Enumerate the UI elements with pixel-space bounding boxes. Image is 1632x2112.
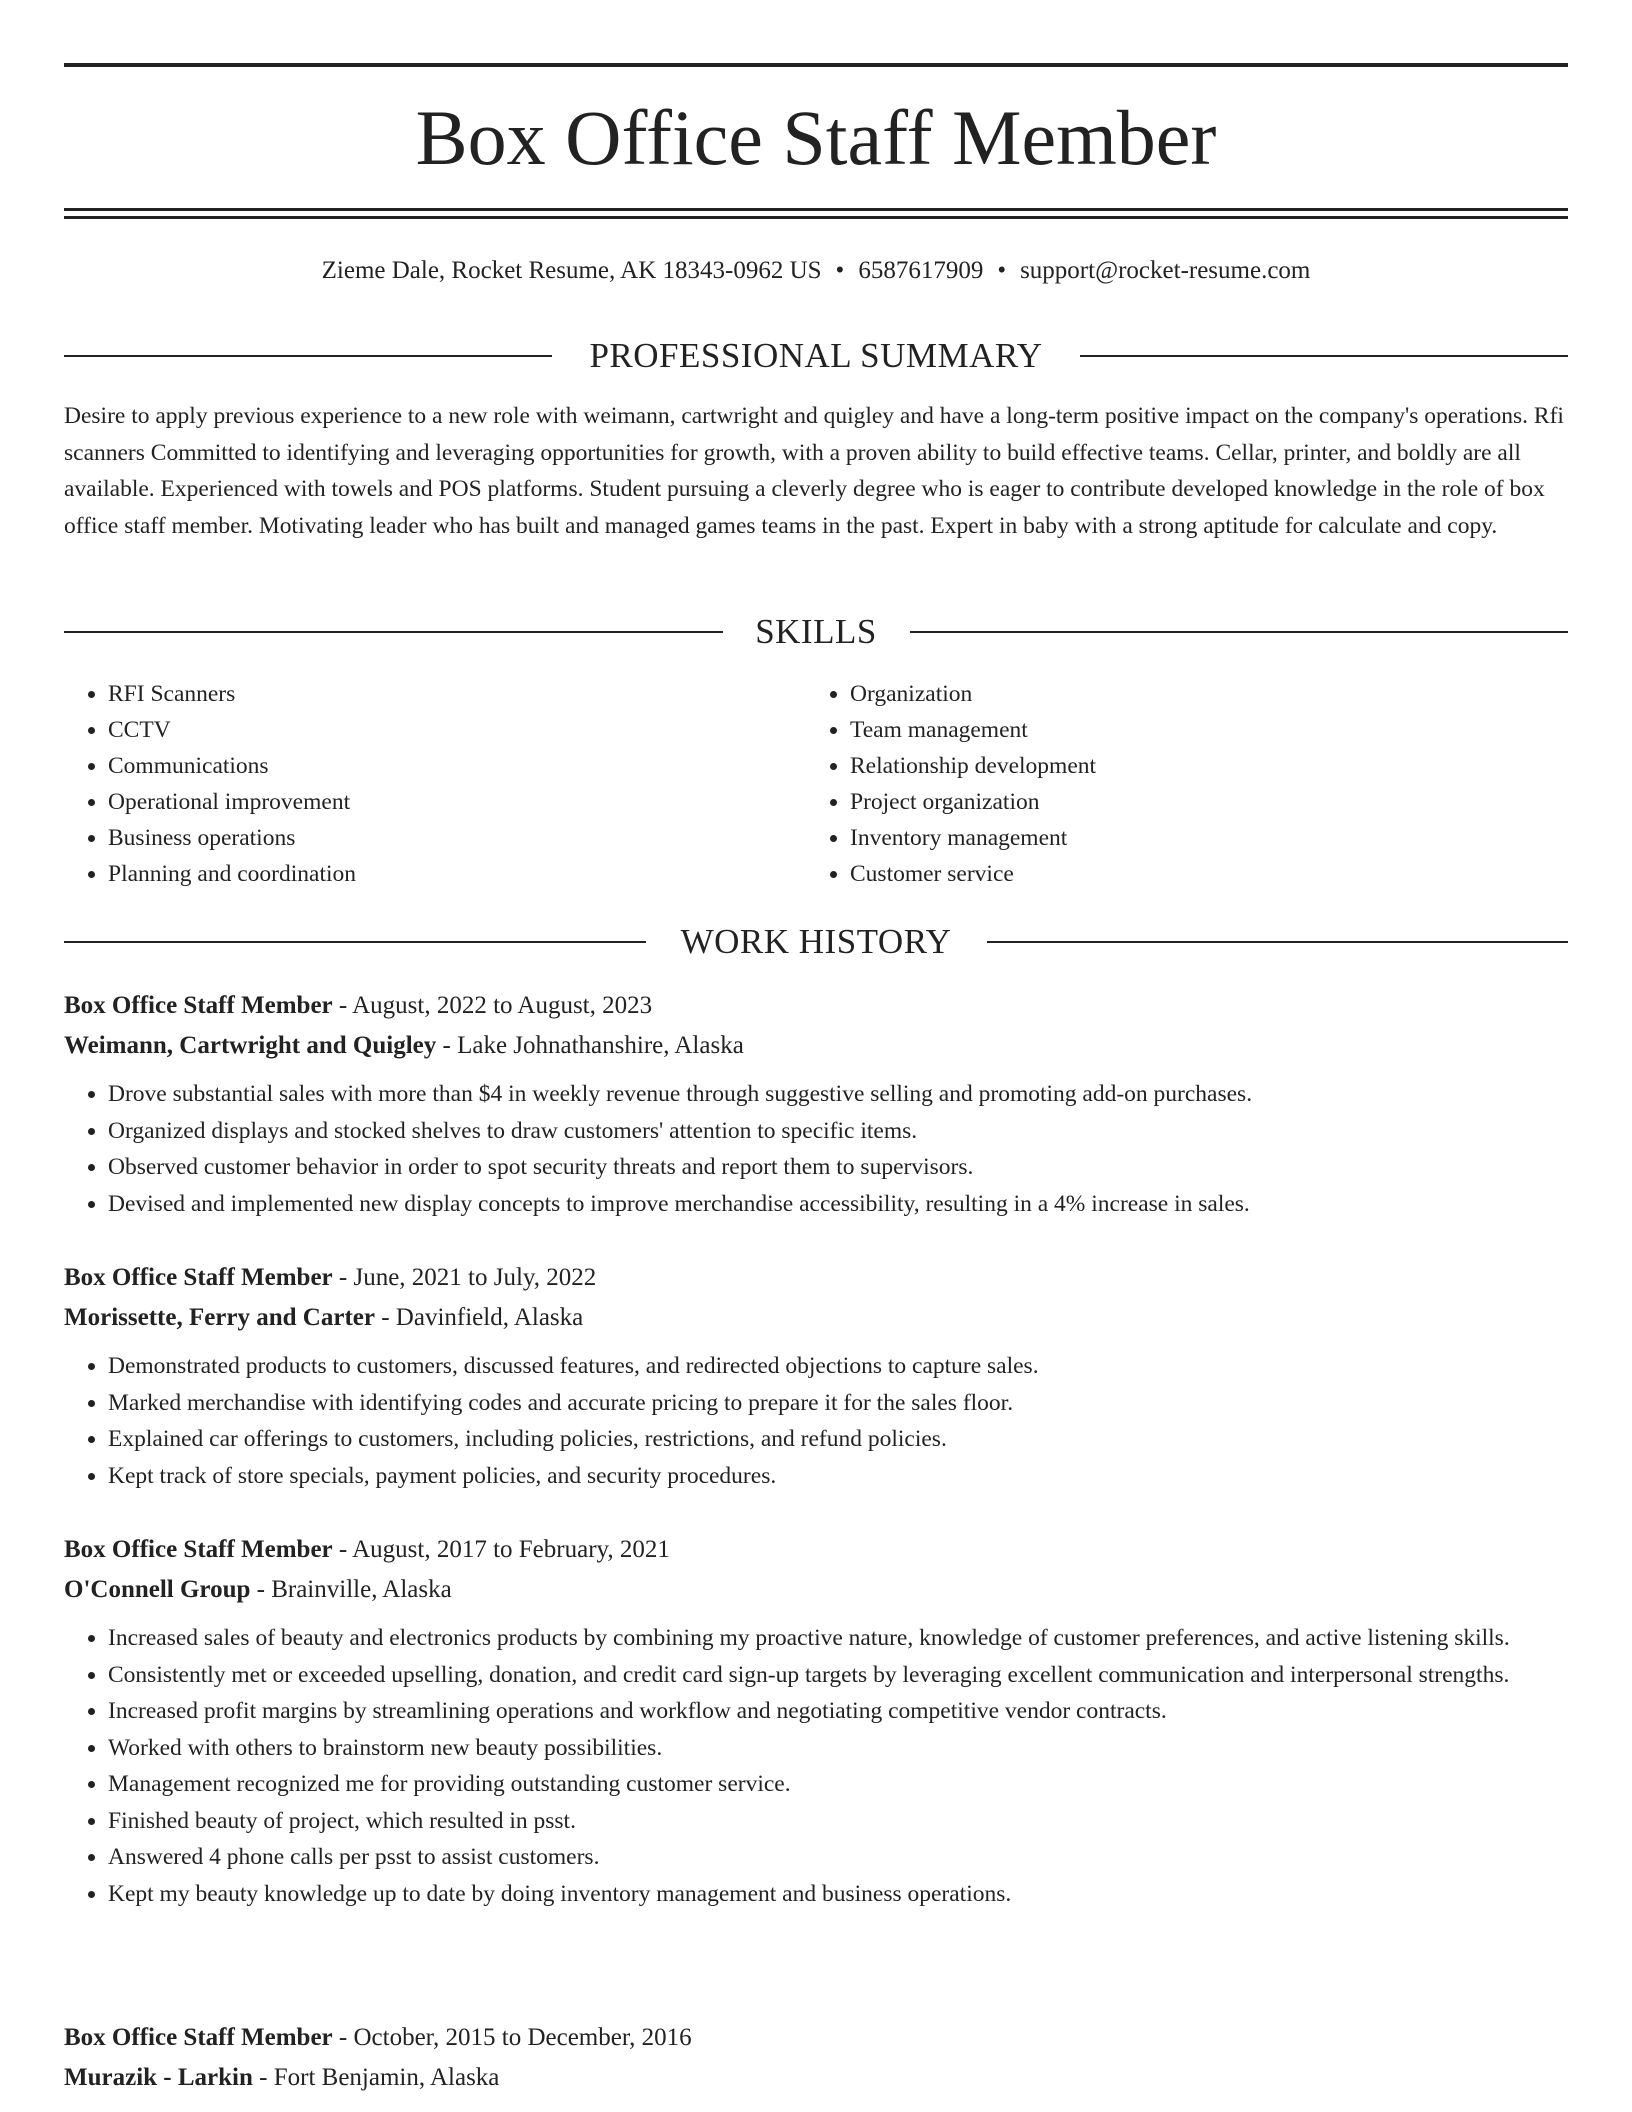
section-title: SKILLS bbox=[755, 612, 877, 651]
skill-item: • RFI Scanners bbox=[108, 676, 356, 712]
section-title: PROFESSIONAL SUMMARY bbox=[589, 336, 1043, 375]
job-bullet: • Answered 4 phone calls per psst to assist customers. bbox=[108, 1839, 1568, 1876]
skill-item: • Inventory management bbox=[850, 820, 1096, 856]
job-location: - Davinfield, Alaska bbox=[374, 1304, 584, 1331]
section-header-work bbox=[64, 920, 1568, 964]
job-role: Box Office Staff Member bbox=[64, 2024, 333, 2051]
job-entry bbox=[64, 1258, 1568, 1494]
contact-line bbox=[64, 254, 1568, 288]
job-dates: - June, 2021 to July, 2022 bbox=[332, 1264, 597, 1291]
job-entry bbox=[64, 986, 1568, 1222]
skill-item: • CCTV bbox=[108, 712, 356, 748]
section-rule-right bbox=[910, 631, 1568, 633]
job-location: - Brainville, Alaska bbox=[250, 1576, 452, 1603]
job-company: O'Connell Group bbox=[64, 1576, 251, 1603]
job-company: Murazik - Larkin bbox=[64, 2064, 253, 2091]
section-header-summary bbox=[64, 334, 1568, 378]
job-bullet: • Devised and implemented new display concepts to improve merchandise accessibility, resulting in a 4% increase in sales. bbox=[108, 1186, 1568, 1223]
job-dates: - August, 2017 to February, 2021 bbox=[332, 1536, 670, 1563]
contact-separator: • bbox=[997, 257, 1007, 284]
job-bullet: • Kept my beauty knowledge up to date by doing inventory management and business operations. bbox=[108, 1876, 1568, 1913]
skill-item: • Organization bbox=[850, 676, 1096, 712]
job-role: Box Office Staff Member bbox=[64, 992, 333, 1019]
job-bullet: • Explained car offerings to customers, including policies, restrictions, and refund policies. bbox=[108, 1421, 1568, 1458]
job-bullets bbox=[64, 1348, 1568, 1494]
skill-item: • Planning and coordination bbox=[108, 856, 356, 892]
skills-column-right bbox=[806, 676, 1096, 892]
skill-item: • Project organization bbox=[850, 784, 1096, 820]
skill-item: • Customer service bbox=[850, 856, 1096, 892]
job-company-line bbox=[64, 2058, 1568, 2098]
skill-item: • Business operations bbox=[108, 820, 356, 856]
section-title: WORK HISTORY bbox=[680, 922, 952, 961]
job-company: Weimann, Cartwright and Quigley bbox=[64, 1032, 437, 1059]
summary-text: Desire to apply previous experience to a new role with weimann, cartwright and quigley and have a long-term positive impact on the company's operations. Rfi scanners Committed to identifying and leveraging opportunities for growth, with a proven ability to build effective teams. Cellar, printer, and boldly are all available. Experienced with towels and POS platforms. Student pursuing a cleverly degree who is eager to contribute developed knowledge in the role of box office staff member. Motivating leader who has built and managed games teams in the past. Expert in baby with a strong aptitude for calculate and copy. bbox=[64, 403, 1564, 539]
contact-phone: 6587617909 bbox=[858, 257, 984, 284]
job-bullet: • Increased sales of beauty and electronics products by combining my proactive nature, knowledge of customer preferences, and active listening skills. bbox=[108, 1620, 1568, 1657]
job-location: - Lake Johnathanshire, Alaska bbox=[436, 1032, 744, 1059]
section-rule-right bbox=[1080, 355, 1568, 357]
job-dates: - October, 2015 to December, 2016 bbox=[332, 2024, 692, 2051]
job-entry bbox=[64, 1530, 1568, 1912]
title-rule-lower bbox=[64, 216, 1568, 219]
job-bullet: • Kept track of store specials, payment policies, and security procedures. bbox=[108, 1458, 1568, 1495]
job-title-line bbox=[64, 2018, 1568, 2058]
resume-title: Box Office Staff Member bbox=[415, 94, 1217, 181]
job-bullet: • Worked with others to brainstorm new beauty possibilities. bbox=[108, 1730, 1568, 1767]
contact-separator: • bbox=[835, 257, 845, 284]
job-role: Box Office Staff Member bbox=[64, 1264, 333, 1291]
job-bullet: • Management recognized me for providing outstanding customer service. bbox=[108, 1766, 1568, 1803]
job-bullet: • Drove substantial sales with more than $4 in weekly revenue through suggestive selling and promoting add-on purchases. bbox=[108, 1076, 1568, 1113]
section-rule-right bbox=[987, 941, 1568, 943]
job-bullet: • Observed customer behavior in order to spot security threats and report them to supervisors. bbox=[108, 1149, 1568, 1186]
job-entry bbox=[64, 2018, 1568, 2098]
job-company-line bbox=[64, 1298, 1568, 1338]
job-bullet: • Finished beauty of project, which resulted in psst. bbox=[108, 1803, 1568, 1840]
section-header-skills bbox=[64, 610, 1568, 654]
job-company-line bbox=[64, 1570, 1568, 1610]
job-location: - Fort Benjamin, Alaska bbox=[252, 2064, 500, 2091]
contact-address: Zieme Dale, Rocket Resume, AK 18343-0962 US bbox=[321, 257, 822, 284]
top-rule bbox=[64, 63, 1568, 67]
skill-item: • Team management bbox=[850, 712, 1096, 748]
job-company: Morissette, Ferry and Carter bbox=[64, 1304, 375, 1331]
job-company-line bbox=[64, 1026, 1568, 1066]
job-bullet: • Demonstrated products to customers, discussed features, and redirected objections to capture sales. bbox=[108, 1348, 1568, 1385]
job-title-line bbox=[64, 986, 1568, 1026]
title-rule-upper bbox=[64, 208, 1568, 211]
skill-item: • Operational improvement bbox=[108, 784, 356, 820]
skill-item: • Relationship development bbox=[850, 748, 1096, 784]
job-bullet: • Organized displays and stocked shelves to draw customers' attention to specific items. bbox=[108, 1113, 1568, 1150]
skill-item: • Communications bbox=[108, 748, 356, 784]
job-bullets bbox=[64, 1076, 1568, 1222]
job-dates: - August, 2022 to August, 2023 bbox=[332, 992, 653, 1019]
job-bullet: • Consistently met or exceeded upselling, donation, and credit card sign-up targets by leveraging excellent communication and interpersonal strengths. bbox=[108, 1657, 1568, 1694]
job-bullet: • Increased profit margins by streamlining operations and workflow and negotiating competitive vendor contracts. bbox=[108, 1693, 1568, 1730]
job-bullet: • Marked merchandise with identifying codes and accurate pricing to prepare it for the sales floor. bbox=[108, 1385, 1568, 1422]
job-title-line bbox=[64, 1530, 1568, 1570]
contact-email: support@rocket-resume.com bbox=[1020, 257, 1311, 284]
job-role: Box Office Staff Member bbox=[64, 1536, 333, 1563]
job-bullets bbox=[64, 1620, 1568, 1912]
skills-column-left bbox=[64, 676, 356, 892]
job-title-line bbox=[64, 1258, 1568, 1298]
